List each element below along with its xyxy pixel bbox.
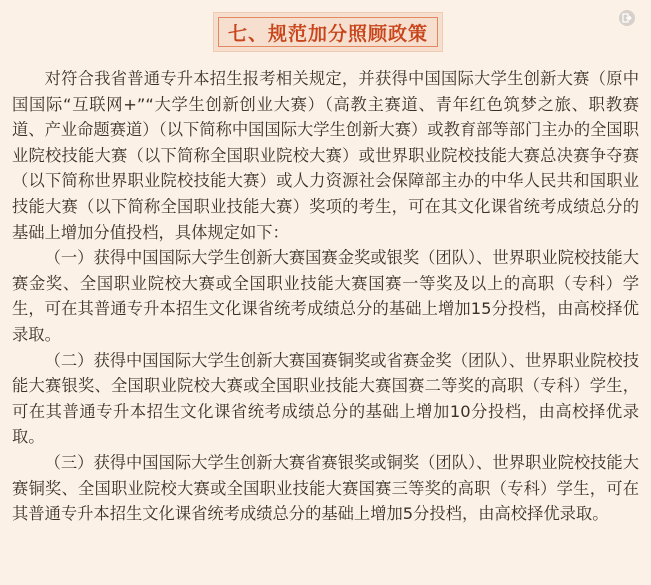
article-body <box>12 66 639 527</box>
clause-1-paragraph: （一）获得中国国际大学生创新大赛国赛金奖或银奖（团队）、世界职业院校技能大赛金奖、全国职业院校大赛或全国职业技能大赛国赛一等奖及以上的高职（专科）学生，可在其普通专升本招生文化课省统考成绩总分的基础上增加15分投档，由高校择优录取。 <box>12 248 639 344</box>
clause-2-paragraph: （二）获得中国国际大学生创新大赛国赛铜奖或省赛金奖（团队）、世界职业院校技能大赛银奖、全国职业院校大赛或全国职业技能大赛国赛二等奖的高职（专科）学生，可在其普通专升本招生文化课省统考成绩总分的基础上增加10分投档，由高校择优录取。 <box>12 350 639 447</box>
section-title-box <box>213 12 443 52</box>
clause-3-paragraph: （三）获得中国国际大学生创新大赛省赛银奖或铜奖（团队）、世界职业院校技能大赛铜奖、全国职业院校大赛或全国职业技能大赛国赛三等奖的高职（专科）学生，可在其普通专升本招生文化课省统考成绩总分的基础上增加5分投档，由高校择优录取。 <box>12 452 639 524</box>
section-title: 七、规范加分照顾政策 <box>218 17 438 47</box>
exit-icon[interactable] <box>619 10 635 26</box>
intro-paragraph: 对符合我省普通专升本招生报考相关规定，并获得中国国际大学生创新大赛（原中国国际“互联网+”“大学生创新创业大赛）（高教主赛道、青年红色筑梦之旅、职教赛道、产业命题赛道）（以下简称中国国际大学生创新大赛）或教育部等部门主办的全国职业院校技能大赛（以下简称全国职业院校大赛）或世界职业院校技能大赛总决赛争夺赛（以下简称世界职业院校技能大赛）或人力资源社会保障部主办的中华人民共和国职业技能大赛（以下简称全国职业技能大赛）奖项的考生，可在其文化课省统考成绩总分的基础上增加分值投档，具体规定如下： <box>12 69 639 242</box>
exit-icon-glyph <box>622 13 632 23</box>
